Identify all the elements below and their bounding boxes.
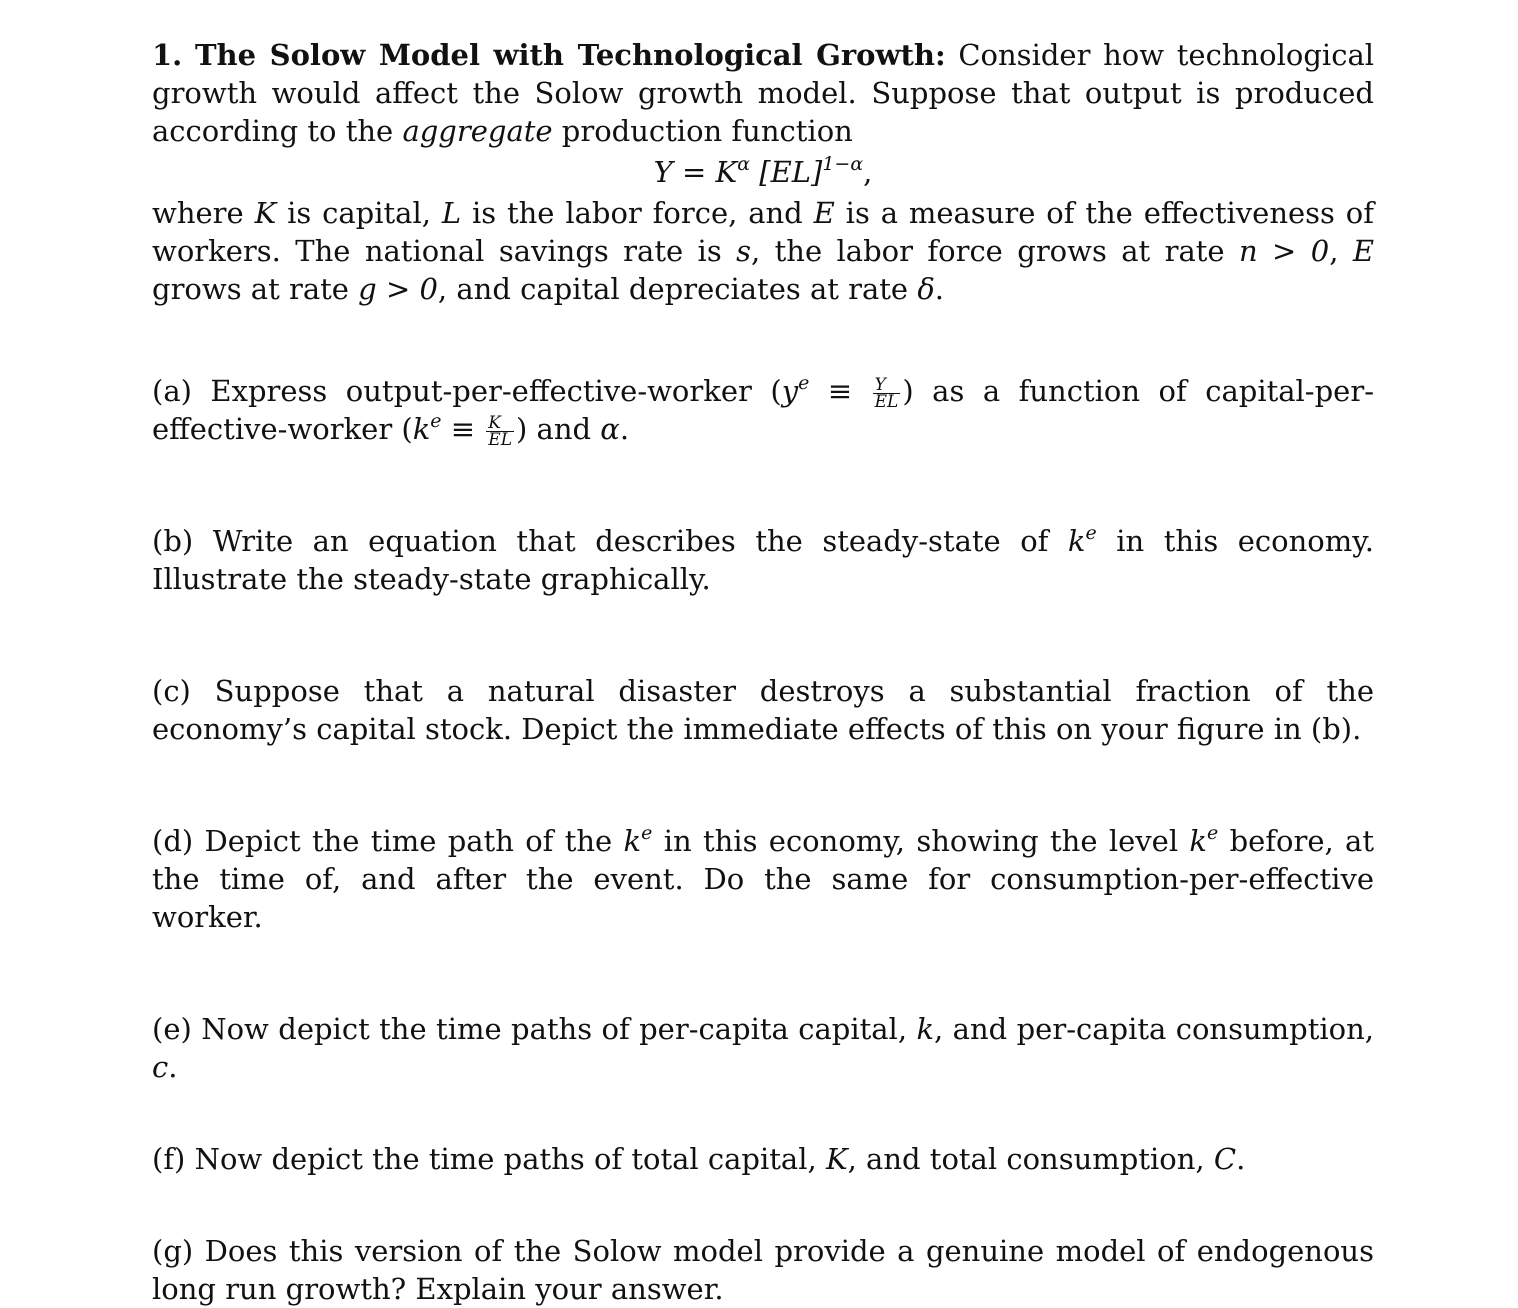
frac2-den: EL — [488, 429, 512, 450]
where-t3: is the labor force, and — [461, 196, 814, 230]
problem-title: The Solow Model with Technological Growth: — [194, 38, 946, 72]
part-d-k2-sup: e — [1207, 822, 1219, 844]
part-e-t3: . — [168, 1050, 178, 1084]
part-e-t2: , and per-capita consumption, — [934, 1012, 1374, 1046]
where-t6: , — [1329, 234, 1353, 268]
eq-EL: [EL] — [759, 155, 823, 189]
part-f-C: C — [1213, 1142, 1237, 1176]
part-a-equiv2: ≡ — [441, 412, 485, 446]
eq-alpha-exp: α — [737, 153, 751, 175]
part-d-t1: (d) Depict the time path of the — [152, 824, 624, 858]
part-b-t1: (b) Write an equation that describes the steady-state of — [152, 524, 1068, 558]
eq-equals: = — [681, 155, 707, 189]
part-a-y: y — [781, 374, 799, 408]
intro-text-2: production function — [561, 114, 853, 148]
frac1-den: EL — [874, 391, 899, 412]
frac1-num: Y — [873, 377, 901, 394]
part-a-alpha: α — [600, 412, 620, 446]
part-b-k: k — [1067, 524, 1086, 558]
where-s: s — [736, 234, 752, 268]
part-a-t4: . — [619, 412, 630, 446]
problem-document — [152, 36, 1374, 1308]
part-e-k: k — [916, 1012, 935, 1046]
where-t4: is a measure of the effectiveness of workers. The national savings rate is — [152, 196, 1375, 268]
part-f-t3: . — [1236, 1142, 1246, 1176]
part-a-equiv: ≡ — [809, 374, 871, 408]
part-d-k1-sup: e — [641, 822, 653, 844]
part-b — [152, 522, 1374, 598]
part-f-t1: (f) Now depict the time paths of total capital, — [152, 1142, 826, 1176]
part-a-t3: ) and — [516, 412, 601, 446]
part-a-y-sup: e — [798, 372, 810, 394]
part-d-t2: in this economy, showing the level — [652, 824, 1190, 858]
where-E: E — [813, 196, 835, 230]
where-n: n > 0 — [1238, 234, 1330, 268]
eq-comma: , — [863, 155, 873, 189]
part-g: (g) Does this version of the Solow model provide a genuine model of endogenous long run growth? Explain your answer. — [152, 1234, 1374, 1306]
production-function-equation — [152, 150, 1374, 194]
eq-K: K — [715, 155, 738, 189]
part-a-t1: (a) Express output-per-effective-worker ( — [152, 374, 782, 408]
where-t9: . — [934, 272, 944, 306]
part-a-k-sup: e — [430, 410, 442, 432]
where-t7: grows at rate — [152, 272, 359, 306]
fraction-k-over-el — [486, 412, 514, 450]
part-a-t2: ) as a function of capital-per-effective-worker ( — [152, 374, 1374, 446]
eq-one-minus-alpha-exp: 1−α — [822, 153, 864, 175]
part-d-k1: k — [623, 824, 642, 858]
where-delta: δ — [917, 272, 935, 306]
part-d-t3: before, at the time of, and after the event. Do the same for consumption-per-effective worker. — [152, 824, 1374, 934]
where-t1: where — [152, 196, 255, 230]
part-e-c: c — [152, 1050, 169, 1084]
part-e-t1: (e) Now depict the time paths of per-capita capital, — [152, 1012, 917, 1046]
where-E2: E — [1352, 234, 1374, 268]
part-d-k2: k — [1189, 824, 1207, 858]
problem-number: 1. — [152, 38, 183, 72]
where-t5: , the labor force grows at rate — [751, 234, 1239, 268]
part-f-K: K — [825, 1142, 848, 1176]
where-g: g > 0 — [358, 272, 438, 306]
intro-emphasis: aggregate — [402, 114, 553, 148]
part-f — [152, 1140, 1374, 1178]
part-b-k-sup: e — [1085, 522, 1097, 544]
part-a-k: k — [412, 412, 431, 446]
where-paragraph — [152, 194, 1374, 308]
frac2-num: K — [486, 415, 514, 432]
where-K: K — [254, 196, 277, 230]
where-t2: is capital, — [276, 196, 442, 230]
eq-lhs: Y — [653, 155, 673, 189]
part-b-t2: in this economy. Illustrate the steady-state graphically. — [152, 524, 1374, 596]
part-c: (c) Suppose that a natural disaster destroys a substantial fraction of the economy’s capital stock. Depict the immediate effects of this on your figure in (b). — [152, 674, 1374, 746]
where-t8: , and capital depreciates at rate — [437, 272, 918, 306]
part-a — [152, 372, 1374, 448]
part-d — [152, 822, 1374, 936]
fraction-y-over-el — [873, 374, 901, 412]
intro-text-1: Consider how technological growth would affect the Solow growth model. Suppose that output is produced according to the — [152, 38, 1375, 148]
part-f-t2: , and total consumption, — [847, 1142, 1214, 1176]
problem-intro — [152, 36, 1374, 150]
part-e — [152, 1010, 1374, 1086]
where-L: L — [441, 196, 462, 230]
